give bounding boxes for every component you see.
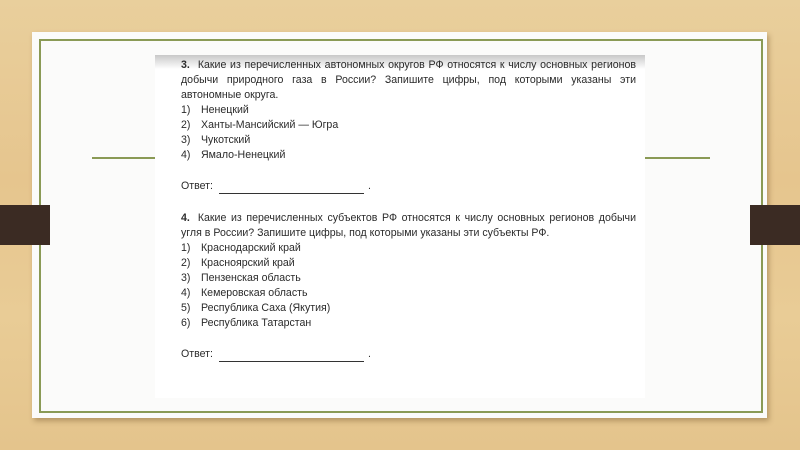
- option-item: 1) Краснодарский край: [181, 242, 301, 254]
- left-tab-decoration: [0, 205, 50, 245]
- option-item: 4) Кемеровская область: [181, 287, 308, 299]
- option-item: 6) Республика Татарстан: [181, 317, 312, 329]
- question-body: Какие из перечисленных автономных округов РФ относятся к числу основных регионов добычи природного газа в России? Запишите цифры, под которыми указаны эти автономные округа.: [181, 59, 636, 101]
- answer-blank: [219, 349, 364, 362]
- option-item: 2) Ханты-Мансийский — Югра: [181, 119, 339, 131]
- question-text: [181, 211, 636, 241]
- option-item: 5) Республика Саха (Якутия): [181, 302, 331, 314]
- option-item: 3) Пензенская область: [181, 272, 301, 284]
- right-divider-line: [645, 157, 710, 159]
- answer-line: Ответ: .: [181, 348, 371, 360]
- question-3: [181, 58, 636, 194]
- answer-line: Ответ: .: [181, 180, 371, 192]
- question-number: 4.: [181, 212, 190, 224]
- answer-blank: [219, 181, 364, 194]
- option-item: 4) Ямало-Ненецкий: [181, 149, 286, 161]
- worksheet-scan: [155, 55, 645, 398]
- option-item: 3) Чукотский: [181, 134, 251, 146]
- option-item: 1) Ненецкий: [181, 104, 249, 116]
- question-4: [181, 211, 636, 362]
- question-body: Какие из перечисленных субъектов РФ относятся к числу основных регионов добычи угля в России? Запишите цифры, под которыми указаны эти субъекты РФ.: [181, 212, 636, 239]
- answer-label: Ответ:: [181, 180, 213, 192]
- answer-label: Ответ:: [181, 348, 213, 360]
- right-tab-decoration: [750, 205, 800, 245]
- question-number: 3.: [181, 59, 190, 71]
- left-divider-line: [92, 157, 155, 159]
- question-text: [181, 58, 636, 103]
- option-item: 2) Красноярский край: [181, 257, 295, 269]
